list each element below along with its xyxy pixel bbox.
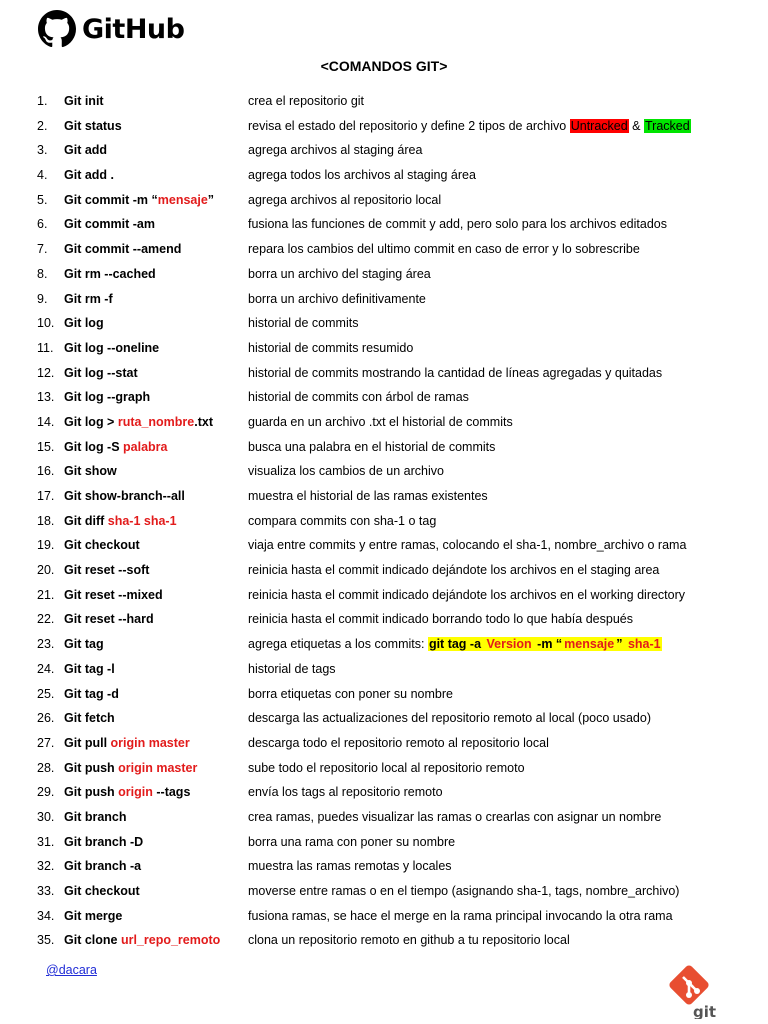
command-number: 5. [37,192,48,207]
command-row [0,706,768,731]
command-syntax [64,212,155,237]
command-description [248,780,443,805]
description-segment: borra una rama con poner su nombre [248,834,456,849]
command-number: 20. [37,563,55,578]
command-description [248,212,667,237]
command-segment: --tags [152,785,191,800]
command-segment: Git fetch [64,711,115,726]
command-segment: Git log --graph [64,390,151,405]
command-segment: Git log -S [64,439,124,454]
command-row [0,262,768,287]
command-segment: Git add . [64,168,114,183]
command-description [248,533,686,558]
command-segment: palabra [123,439,168,454]
command-segment: Git tag -d [64,686,119,701]
command-row [0,854,768,879]
command-number: 7. [37,242,48,257]
description-segment: -m “ [533,637,563,652]
command-segment: Git pull [64,735,111,750]
description-segment: crea el repositorio git [248,94,365,108]
command-segment: Git push [64,760,119,775]
github-header [38,10,184,48]
description-segment: agrega archivos al repositorio local [248,192,442,207]
command-number: 14. [37,414,55,429]
command-number: 4. [37,168,48,183]
command-number: 15. [37,439,55,454]
command-syntax [64,410,213,435]
command-syntax [64,756,197,781]
command-syntax [64,879,140,904]
command-number: 21. [37,587,55,602]
command-syntax [64,361,138,386]
description-segment: envía los tags al repositorio remoto [248,785,443,800]
description-segment: guarda en un archivo .txt el historial de commits [248,414,513,429]
command-segment: Git checkout [64,538,140,553]
command-number: 10. [37,316,55,331]
command-segment: Git rm -f [64,291,113,306]
command-syntax [64,731,190,756]
command-row [0,361,768,386]
command-row [0,805,768,830]
command-description [248,138,422,163]
command-syntax [64,780,190,805]
command-description [248,928,570,953]
command-segment: Git commit -m “ [64,192,158,207]
command-row [0,509,768,534]
command-segment: Git status [64,118,122,133]
command-segment: Git tag -l [64,661,115,676]
page-title: <COMANDOS GIT> [320,58,448,74]
command-syntax [64,904,122,929]
command-segment: url_repo_remoto [120,933,221,948]
command-syntax [64,583,163,608]
command-syntax [64,311,104,336]
command-description [248,583,685,608]
command-description [248,311,358,336]
description-segment: descarga las actualizaciones del repositorio remoto al local (poco usado) [248,711,651,726]
command-row [0,311,768,336]
command-segment: Git rm --cached [64,266,156,281]
command-number: 33. [37,884,55,898]
description-segment: Tracked [645,118,690,133]
command-description [248,410,513,435]
command-row [0,385,768,410]
command-description [248,89,364,114]
command-row [0,780,768,805]
command-number: 22. [37,612,55,627]
command-segment: Git reset --soft [64,563,150,578]
command-segment: Git log --oneline [64,340,160,355]
command-segment: Git branch -a [64,859,142,874]
command-syntax [64,558,149,583]
command-segment: Git commit -am [64,217,155,232]
command-syntax [64,336,159,361]
command-description [248,706,651,731]
description-segment: sube todo el repositorio local al repositorio remoto [248,760,525,775]
description-segment: revisa el estado del repositorio y define 2 tipos de archivo [248,118,570,133]
command-syntax [64,533,140,558]
command-description [248,854,452,879]
command-number: 29. [37,785,55,800]
command-row [0,237,768,262]
command-segment: sha-1 sha-1 [107,513,177,528]
command-number: 27. [37,735,55,750]
command-description [248,904,673,929]
command-row [0,879,768,904]
command-row [0,163,768,188]
command-syntax [64,706,115,731]
command-syntax [64,287,113,312]
description-segment: viaja entre commits y entre ramas, colocando el sha-1, nombre_archivo o rama [248,538,687,553]
command-row [0,583,768,608]
description-segment: historial de commits con árbol de ramas [248,390,469,405]
command-description [248,879,679,904]
command-number: 23. [37,637,55,652]
command-segment: ruta_nombre [117,414,195,429]
command-syntax [64,188,214,213]
command-description [248,385,469,410]
command-segment: mensaje [157,192,208,207]
command-segment: origin master [118,760,198,775]
command-segment: Git commit --amend [64,242,182,257]
command-row [0,904,768,929]
command-row [0,435,768,460]
command-segment: Git reset --mixed [64,587,163,602]
command-segment: Git merge [64,908,123,923]
command-segment: Git show-branch--all [64,489,185,503]
command-number: 25. [37,686,55,701]
command-row [0,533,768,558]
description-segment: borra un archivo del staging área [248,266,431,281]
description-segment: agrega todos los archivos al staging área [248,168,476,183]
command-number: 17. [37,489,55,503]
command-syntax [64,632,104,657]
command-syntax [64,459,117,484]
command-number: 16. [37,464,55,479]
command-segment: Git branch [64,809,127,824]
description-segment: historial de commits [248,316,359,331]
description-segment: fusiona ramas, se hace el merge en la rama principal invocando la otra rama [248,908,673,923]
command-syntax [64,805,127,830]
command-syntax [64,928,220,953]
command-row [0,657,768,682]
description-segment: historial de commits mostrando la cantidad de líneas agregadas y quitadas [248,365,663,380]
github-wordmark: GitHub [82,13,185,45]
command-description [248,632,662,657]
github-octocat-icon [38,10,76,48]
command-description [248,459,444,484]
description-segment: moverse entre ramas o en el tiempo (asignando sha-1, tags, nombre_archivo) [248,884,680,898]
command-segment: .txt [194,414,213,429]
description-segment: borra etiquetas con poner su nombre [248,686,453,701]
command-number: 6. [37,217,48,232]
command-description [248,484,488,509]
command-syntax [64,682,119,707]
command-number: 31. [37,834,55,849]
description-segment: compara commits con sha-1 o tag [248,513,437,528]
command-description [248,830,455,855]
command-number: 9. [37,291,48,306]
command-row [0,928,768,953]
command-segment: Git diff [64,513,108,528]
command-description [248,756,525,781]
description-segment: borra un archivo definitivamente [248,291,426,306]
description-segment: visualiza los cambios de un archivo [248,464,444,479]
command-description [248,237,640,262]
description-segment: & [628,118,644,133]
command-description [248,805,661,830]
description-segment: Version [486,637,532,652]
command-row [0,287,768,312]
command-number: 8. [37,266,48,281]
command-syntax [64,138,107,163]
command-syntax [64,484,185,509]
command-syntax [64,262,156,287]
command-row [0,89,768,114]
command-syntax [64,607,154,632]
command-number: 28. [37,760,55,775]
command-description [248,509,436,534]
command-number: 18. [37,513,55,528]
description-segment: historial de commits resumido [248,340,414,355]
description-segment: muestra el historial de las ramas existentes [248,489,488,503]
command-syntax [64,89,104,114]
command-segment: Git branch -D [64,834,144,849]
command-description [248,336,413,361]
description-segment: fusiona las funciones de commit y add, pero solo para los archivos editados [248,217,667,232]
command-number: 2. [37,118,48,133]
description-segment: sha-1 [627,637,661,652]
command-syntax [64,657,115,682]
command-syntax [64,114,122,139]
command-description [248,607,633,632]
description-segment: descarga todo el repositorio remoto al repositorio local [248,735,549,750]
command-segment: Git checkout [64,884,140,898]
command-segment: Git reset --hard [64,612,154,627]
description-segment: busca una palabra en el historial de commits [248,439,496,454]
command-segment: Git log > [64,414,118,429]
command-number: 34. [37,908,55,923]
command-segment: Git init [64,94,104,108]
description-segment: reinicia hasta el commit indicado dejándote los archivos en el staging area [248,563,660,578]
command-segment: ” [207,192,215,207]
command-syntax [64,854,141,879]
command-description [248,361,662,386]
description-segment: clona un repositorio remoto en github a tu repositorio local [248,933,570,948]
git-logo-icon [666,965,718,1019]
command-row [0,410,768,435]
command-description [248,262,431,287]
command-syntax [64,830,143,855]
description-segment: reinicia hasta el commit indicado dejándote los archivos en el working directory [248,587,686,602]
command-number: 26. [37,711,55,726]
command-syntax [64,385,150,410]
command-syntax [64,237,181,262]
command-description [248,657,336,682]
command-number: 11. [37,340,54,355]
command-number: 32. [37,859,55,874]
command-number: 12. [37,365,55,380]
command-description [248,188,441,213]
command-segment: Git tag [64,637,104,652]
command-row [0,682,768,707]
command-description [248,558,659,583]
command-number: 1. [37,94,48,108]
description-segment: mensaje [564,637,615,652]
command-syntax [64,435,168,460]
command-row [0,138,768,163]
description-segment: historial de tags [248,661,336,676]
command-row [0,212,768,237]
description-segment: agrega etiquetas a los commits: [248,637,428,652]
command-list [0,89,768,953]
command-row [0,558,768,583]
command-description [248,435,495,460]
command-description [248,114,691,139]
description-segment: muestra las ramas remotas y locales [248,859,452,874]
command-description [248,682,453,707]
command-segment: Git log --stat [64,365,138,380]
command-number: 13. [37,390,55,405]
command-segment: origin [118,785,153,800]
command-row [0,632,768,657]
command-syntax [64,163,114,188]
command-row [0,731,768,756]
description-segment: agrega archivos al staging área [248,143,423,158]
command-row [0,830,768,855]
command-number: 19. [37,538,55,553]
command-number: 30. [37,809,55,824]
description-segment: Untracked [570,118,628,133]
description-segment: crea ramas, puedes visualizar las ramas o crearlas con asignar un nombre [248,809,662,824]
command-row [0,756,768,781]
git-logo-text: git [693,1003,717,1019]
command-number: 35. [37,933,55,948]
command-row [0,188,768,213]
command-syntax [64,509,177,534]
command-row [0,459,768,484]
description-segment: ” [616,637,626,652]
command-segment: Git push [64,785,119,800]
command-segment: Git show [64,464,117,479]
description-segment: reinicia hasta el commit indicado borrando todo lo que había después [248,612,633,627]
command-row [0,484,768,509]
command-row [0,114,768,139]
command-number: 3. [37,143,48,158]
description-segment: git tag -a [428,637,485,652]
description-segment: repara los cambios del ultimo commit en caso de error y lo sobrescribe [248,242,640,257]
author-link[interactable]: @dacara [46,963,97,977]
command-row [0,336,768,361]
command-row [0,607,768,632]
command-segment: Git log [64,316,104,331]
command-segment: Git add [64,143,108,158]
command-segment: Git clone [64,933,121,948]
command-description [248,163,476,188]
command-number: 24. [37,661,55,676]
command-description [248,731,549,756]
command-description [248,287,426,312]
command-segment: origin master [110,735,190,750]
